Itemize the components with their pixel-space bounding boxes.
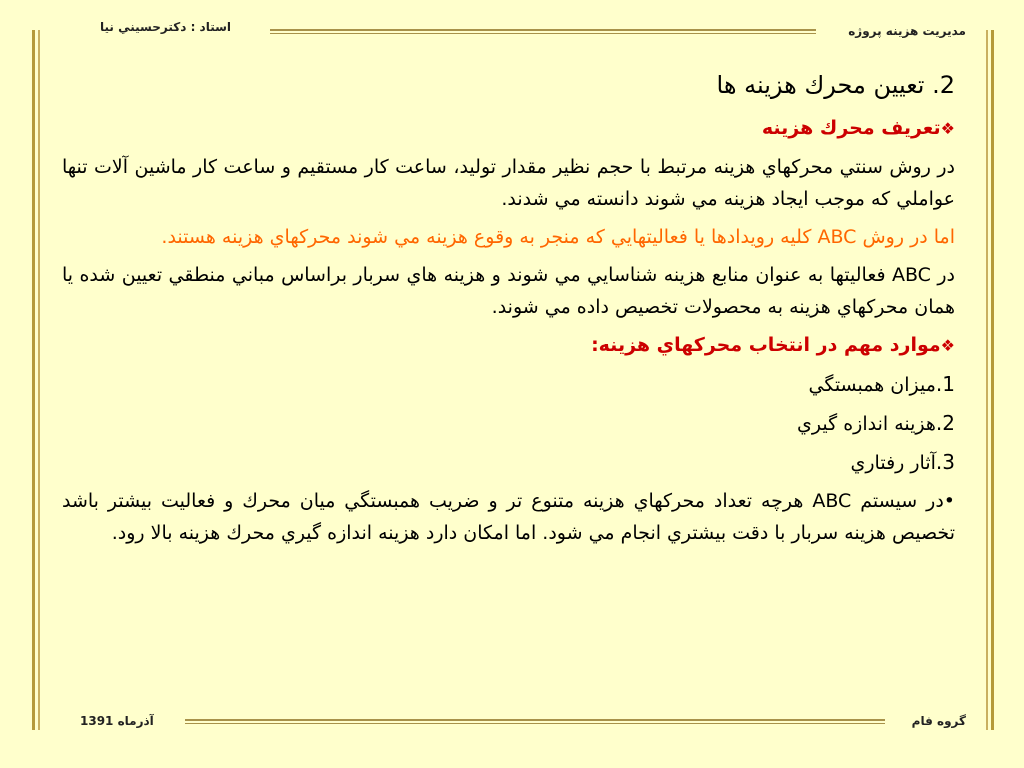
paragraph-abc-system xyxy=(62,485,955,549)
course-title: مديريت هزينه پروژه xyxy=(848,24,966,38)
section-heading-definition xyxy=(62,112,955,145)
section-heading-text: موارد مهم در انتخاب محركهاي هزينه: xyxy=(591,334,941,356)
list-item xyxy=(62,368,955,401)
diamond-bullet-icon: ❖ xyxy=(940,119,955,138)
section-heading-text: تعريف محرك هزينه xyxy=(761,117,941,139)
list-text: هزينه اندازه گيري xyxy=(797,413,936,435)
section-heading-criteria xyxy=(62,329,955,362)
list-number: 2. xyxy=(935,411,955,435)
list-text: ميزان همبستگي xyxy=(808,374,936,396)
paragraph-abc-activities: در ABC فعاليتها به عنوان منابع هزينه شناسايي مي شوند و هزينه هاي سربار براساس مباني منطقي تعيين شده يا همان محركهاي هزينه به محصولات تخصيص داده مي شوند. xyxy=(62,264,955,318)
diamond-bullet-icon: ❖ xyxy=(940,336,955,355)
list-number: 1. xyxy=(935,372,955,396)
bullet-dot-icon: • xyxy=(943,490,956,512)
list-text: آثار رفتاري xyxy=(850,452,936,474)
instructor-name: استاد : دكترحسيني نيا xyxy=(100,20,232,34)
date-label: آذرماه 1391 xyxy=(80,714,154,728)
list-number: 3. xyxy=(935,450,955,474)
group-name: گروه فام xyxy=(911,714,966,728)
footer-rule xyxy=(185,719,885,724)
right-border-bar-inner xyxy=(986,30,988,730)
slide-content xyxy=(62,62,955,555)
paragraph-text: در سيستم ABC هرچه تعداد محركهاي هزينه متنوع تر و ضريب همبستگي ميان محرك و فعاليت بيشتر باشد تخصيص هزينه سربار با دقت بيشتري انجام مي شود. اما امكان دارد هزينه اندازه گيري محرك هزينه بالا رود. xyxy=(62,490,955,544)
left-border-bar xyxy=(32,30,35,730)
right-border-bar xyxy=(991,30,994,730)
header-rule xyxy=(270,29,816,34)
list-item xyxy=(62,446,955,479)
paragraph-traditional: در روش سنتي محركهاي هزينه مرتبط با حجم نظير مقدار توليد، ساعت كار مستقيم و ساعت كار ماشين آلات تنها عواملي كه موجب ايجاد هزينه مي شوند دانسته مي شدند. xyxy=(62,156,955,210)
list-item xyxy=(62,407,955,440)
slide-title: 2. تعيين محرك هزينه ها xyxy=(716,71,955,99)
paragraph-abc-definition: اما در روش ABC كليه رويدادها يا فعاليتهايي كه منجر به وقوع هزينه مي شوند محركهاي هزينه هستند. xyxy=(161,226,955,248)
left-border-bar-inner xyxy=(38,30,40,730)
